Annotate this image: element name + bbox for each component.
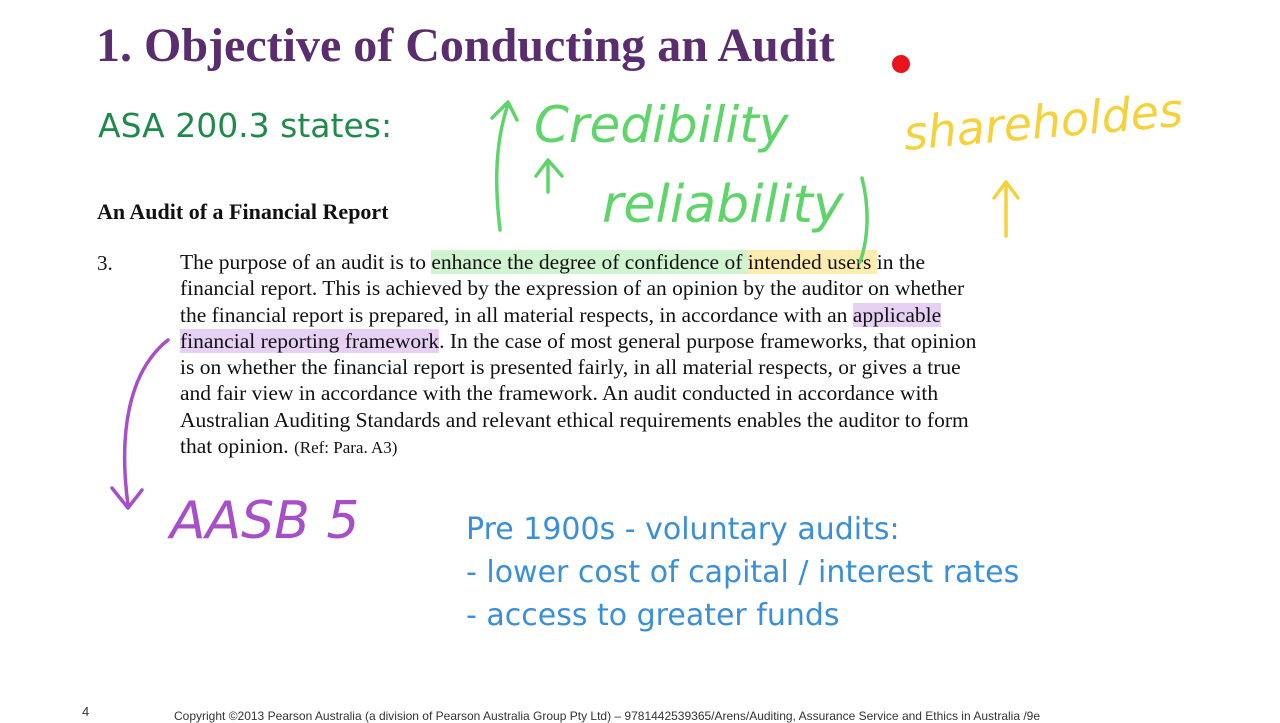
highlight-confidence: enhance the degree of confidence of	[431, 250, 748, 274]
typed-notes	[466, 508, 1019, 637]
slide-title: 1. Objective of Conducting an Audit	[96, 19, 835, 72]
section-heading: An Audit of a Financial Report	[97, 199, 389, 224]
highlight-framework: financial reporting framework	[180, 328, 440, 353]
note-line: Pre 1900s - voluntary audits:	[466, 512, 900, 547]
copyright-footer: Copyright ©2013 Pearson Australia (a division of Pearson Australia Group Pty Ltd) – 9781442539365/Arens/Auditing, Assurance Service and Ethics in Australia /9e	[174, 709, 1041, 723]
paragraph-text	[180, 249, 1170, 461]
highlight-intended-users: intended users	[747, 250, 877, 274]
paragraph-line: is on whether the financial report is presented fairly, in all material respects, or gives a true	[180, 355, 961, 380]
paragraph-reference: (Ref: Para. A3)	[294, 438, 398, 458]
yellow-arrow-head-icon	[994, 182, 1018, 198]
aasb-annotation: AASB 5	[170, 491, 360, 551]
green-arrow-shaft-icon	[497, 104, 508, 230]
laser-pointer-icon	[892, 55, 910, 73]
note-line: - lower cost of capital / interest rates	[466, 555, 1020, 590]
paragraph-line: that opinion. (Ref: Para. A3)	[180, 434, 398, 459]
purple-arrow-head-icon	[112, 488, 142, 508]
green-arrow-head-icon	[492, 102, 517, 120]
page-number: 4	[82, 704, 90, 719]
purple-curved-arrow-icon	[125, 340, 168, 505]
green-up-arrow-head-icon	[536, 160, 562, 176]
note-line: - access to greater funds	[466, 598, 840, 633]
paragraph-line: and fair view in accordance with the framework. An audit conducted in accordance with	[180, 381, 939, 406]
shareholders-annotation: shareholdes	[901, 82, 1185, 161]
paragraph-line: the financial report is prepared, in all material respects, in accordance with an applicable	[180, 302, 942, 327]
paragraph-line: financial report. This is achieved by the expression of an opinion by the auditor on whether	[180, 276, 965, 301]
credibility-annotation: Credibility	[534, 96, 789, 154]
highlight-applicable: applicable	[852, 302, 942, 327]
reliability-annotation: reliability	[602, 175, 844, 235]
standard-reference: ASA 200.3 states:	[98, 106, 393, 145]
paragraph-number: 3.	[97, 251, 113, 275]
paragraph-line: Australian Auditing Standards and relevant ethical requirements enables the auditor to form	[180, 407, 969, 432]
paragraph-line: financial reporting framework. In the case of most general purpose frameworks, that opinion	[180, 328, 977, 353]
paragraph-line: The purpose of an audit is to enhance the degree of confidence of intended users in the	[180, 250, 926, 274]
